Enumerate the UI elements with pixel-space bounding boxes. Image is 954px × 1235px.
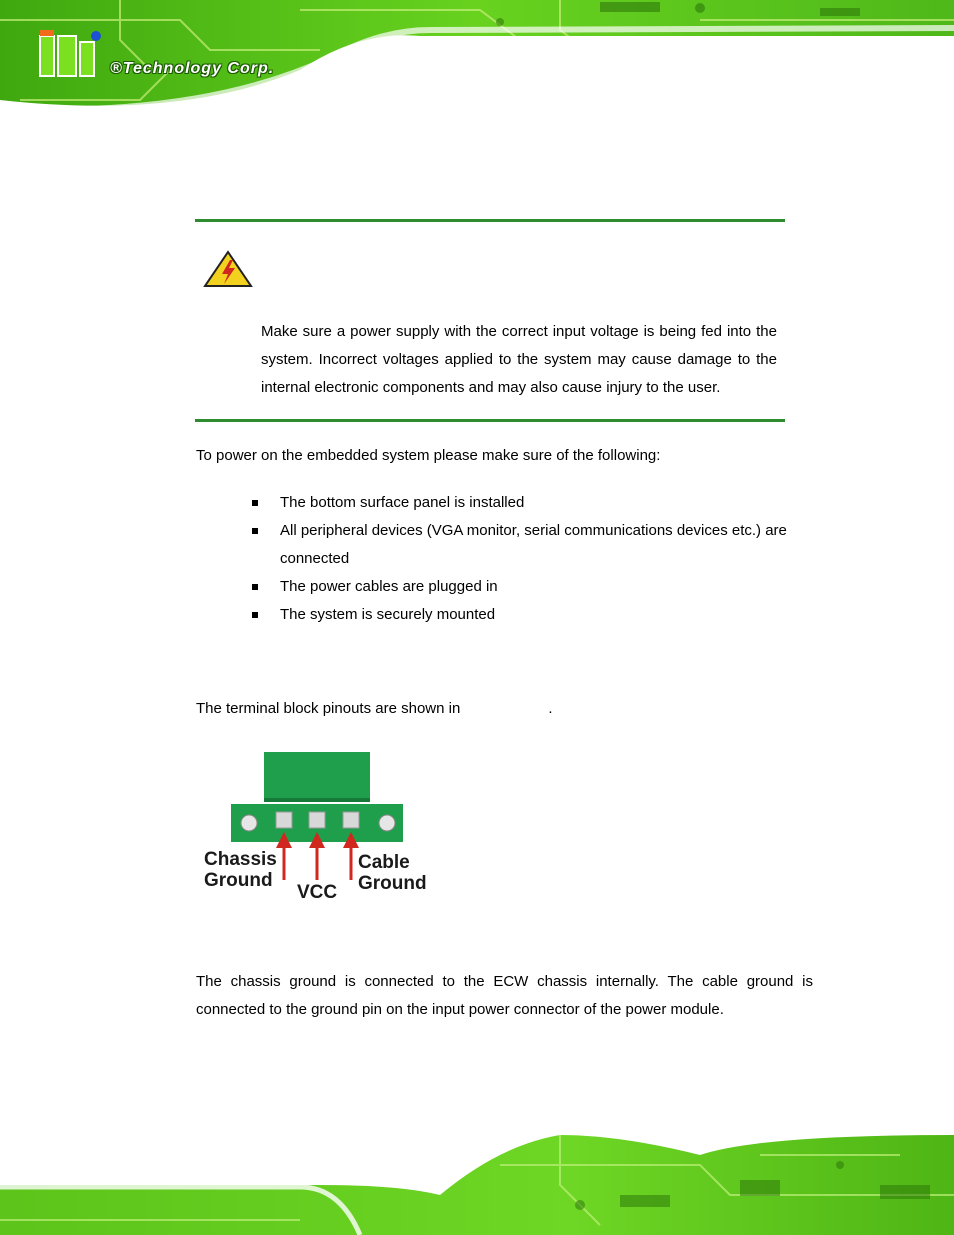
- terminal-block-diagram: [200, 748, 440, 908]
- warning-bottom-rule: [195, 419, 785, 422]
- bullet-icon: [252, 528, 258, 534]
- circuit-board-header-graphic: [0, 0, 954, 115]
- pinout-sentence: The terminal block pinouts are shown in .: [196, 700, 553, 717]
- bullet-icon: [252, 584, 258, 590]
- list-item: The system is securely mounted: [252, 601, 822, 629]
- checklist: [252, 489, 822, 629]
- label-vcc: VCC: [297, 882, 338, 903]
- company-name: ®Technology Corp.: [110, 60, 275, 77]
- warning-top-rule: [195, 219, 785, 222]
- footer-banner: [0, 1125, 954, 1235]
- list-item: The power cables are plugged in: [252, 573, 822, 601]
- bullet-icon: [252, 612, 258, 618]
- warning-lightning-icon: [203, 250, 253, 293]
- label-cable-ground: Cable Ground: [358, 852, 427, 894]
- closing-paragraph: The chassis ground is connected to the ECW chassis internally. The cable ground is connected to the ground pin on the input power connector of the power module.: [196, 973, 813, 1018]
- bullet-icon: [252, 500, 258, 506]
- header-banner: [0, 0, 954, 115]
- circuit-board-footer-graphic: [0, 1125, 954, 1235]
- list-item: The bottom surface panel is installed: [252, 489, 822, 517]
- warning-message: Make sure a power supply with the correct input voltage is being fed into the system. Incorrect voltages applied to the system may cause damage to the internal electronic components and may also cause injury to the user.: [261, 323, 777, 396]
- list-item: All peripheral devices (VGA monitor, serial communications devices etc.) are connected: [252, 517, 822, 573]
- intro-paragraph: To power on the embedded system please make sure of the following:: [196, 447, 661, 464]
- label-chassis-ground: Chassis Ground: [204, 849, 277, 891]
